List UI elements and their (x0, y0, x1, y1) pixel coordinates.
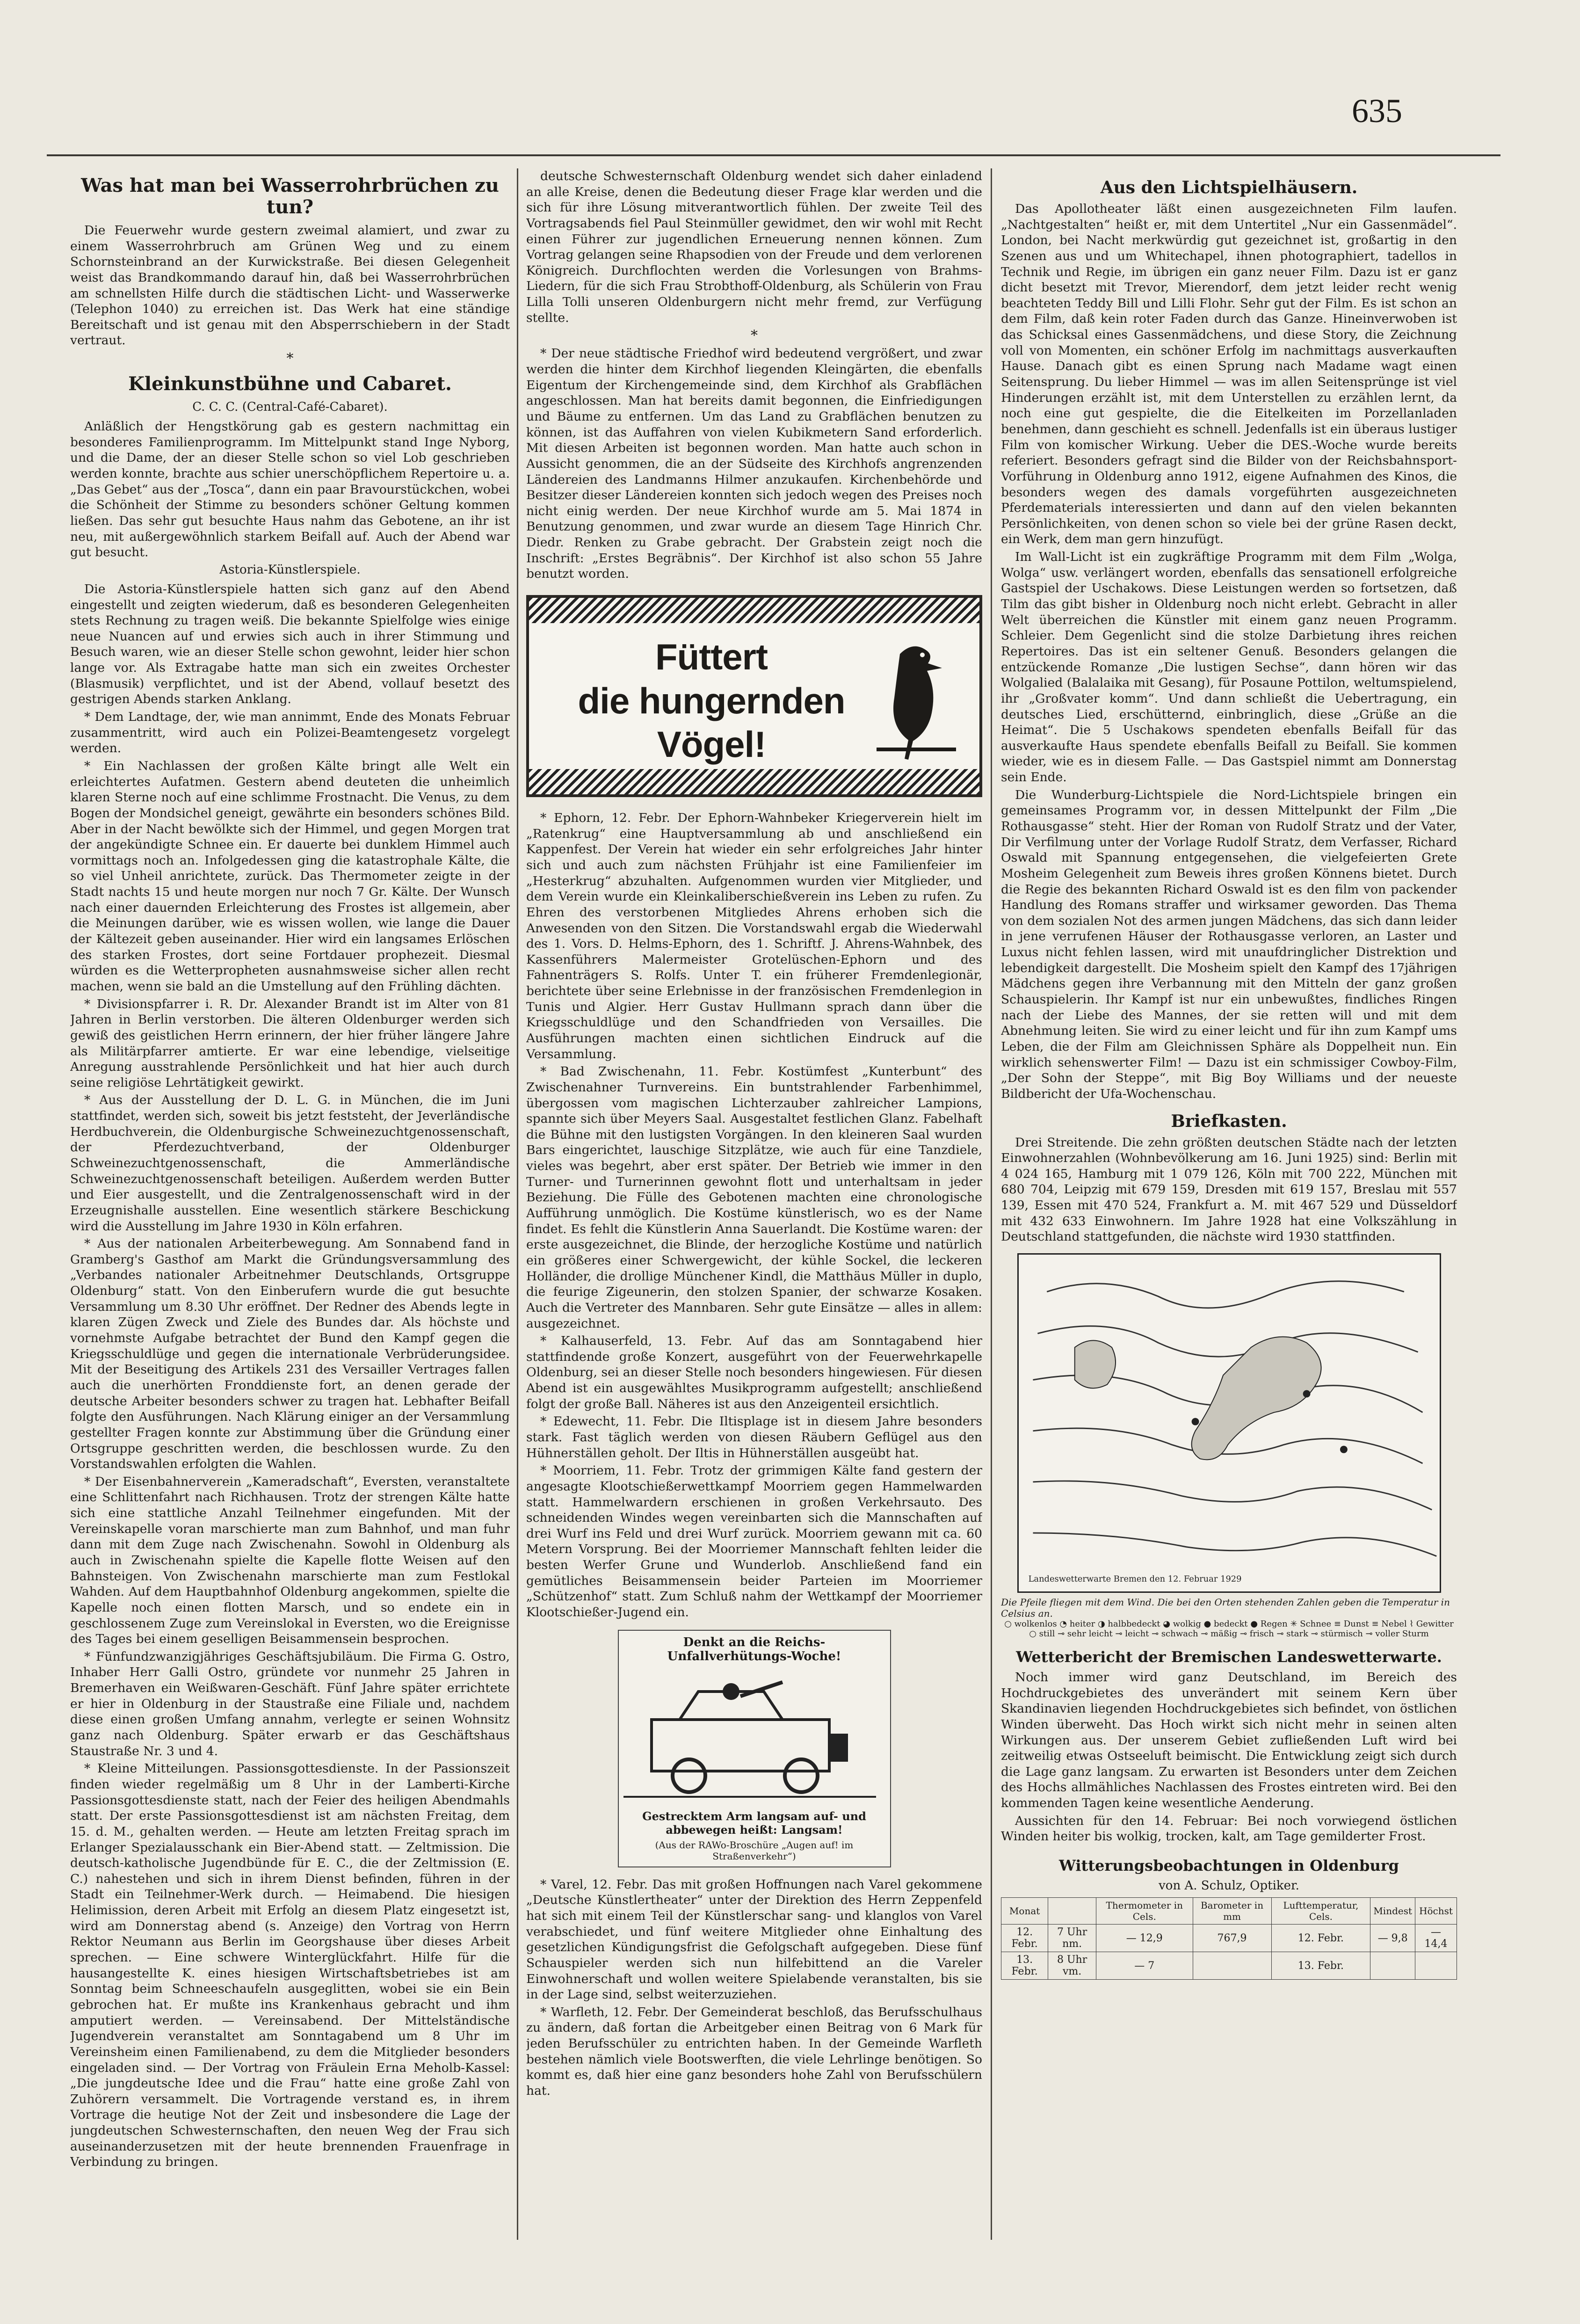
article-apollo: Das Apollotheater läßt einen ausgezeichneten Film laufen. „Nachtgestalten“ heißt er, mit dem Untertitel „Nur ein Gassenmädel“. London, bei Nacht merkwürdig gut gezeichnet ist, großartig in den Szenen aus und um Whitechapel, ihnen photographiert, tadellos in Technik und Regie, im übrigen ein ganz neuer Film. Dazu ist er ganz dicht besetzt mit Trevor, Mierendorf, dem jetzt leider recht wenig beachteten Teddy Bill und Lilli Flohr. Sehr gut der Film. Es ist schon an dem Film, daß kein roter Faden durch das Ganze. Hineinverwoben ist das Schicksal eines Gassenmädchens, und diese Story, die Zeichnung voll von Momenten, ein schöner Erfolg im nachmittags ausverkauften Hause. Danach gibt es einen Sprung nach Madame wagt einen Seitensprung. Du lieber Himmel — was im allen Seitensprünge ist viel Hinderungen erzählt ist, mit dem Unterstellen zu erzählen lernt, da noch eine gut gespielte, die die Eitelkeiten im Porzellanladen benehmen, dann geschieht es schnell. Jedenfalls ist ein überaus lustiger Film von komischer Wirkung. Ueber die DES.-Woche wurde bereits referiert. Besonders gefragt sind die Bilder von der Reichsbahnsport-Vorführung in Oldenburg anno 1912, eigene Aufnahmen des Kinos, die besonders wegen des damals vorgeführten ausgezeichneten Pferdematerials interessierten und dann auf den vielen bekannten Persönlichkeiten, von denen schon so viele bei der grüne Rasen deckt, ein Werk, dem man gern hinzufügt. (1001, 202, 1457, 547)
heading-wetterbericht: Wetterbericht der Bremischen Landeswetterwarte. (1016, 1648, 1442, 1666)
weather-map-drawing (1019, 1255, 1437, 1589)
table-cell (1415, 1952, 1457, 1980)
ad-stripe-top (529, 598, 979, 623)
table-cell: 12. Febr. (1271, 1925, 1370, 1952)
article-ephorn: * Ephorn, 12. Febr. Der Ephorn-Wahnbeker Kriegerverein hielt im „Ratenkrug“ eine Hauptversammlung ab und anschließend ein Kappenfest. Der Verein hat wieder ein sehr erfolgreiches Jahr hinter sich und auch zum nächsten Frühjahr ist eine Familienfeier im „Hesterkrug“ abzuhalten. Aufgenommen wurden vier Mitglieder, und dem Verein wurde ein Kleinkaliberschießverein ins Leben zu rufen. Zu Ehren des verstorbenen Mitgliedes Ahrens erhoben sich die Anwesenden von den Sitzen. Die Vorstandswahl ergab die Wiederwahl des 1. Vors. D. Helms-Ephorn, des 1. Schriftf. J. Ahrens-Wahnbek, des Kassenführers Malermeister Grotelüschen-Ephorn und des Fahnenträgers S. Rolfs. Unter T. ein früherer Fremdenlegionär, berichtete über seine Erlebnisse in der französischen Fremdenlegion in Tunis und Algier. Herr Gustav Hullmann sprach dann über die Kriegsschuldlüge und den Schandfrieden von Versailles. Die Ausführungen machten einen sichtlichen Eindruck auf die Versammlung. (526, 811, 982, 1061)
article-landtag: * Dem Landtage, der, wie man annimmt, Ende des Monats Februar zusammentritt, wird auch ein Polizei-Beamtengesetz vorgelegt werden. (70, 710, 510, 756)
table-cell: 12. Febr. (1001, 1925, 1048, 1952)
article-wall-licht: Im Wall-Licht ist ein zugkräftige Programm mit dem Film „Wolga, Wolga“ usw. verlängert worden, ebenfalls das sensationell erfolgreiche Gastspiel der Uschakows. Diese Leistungen werden so fortsetzen, daß Tilm das gibt bisher in Oldenburg noch nicht erlebt. Gebracht in aller Welt überreichen die Künstler mit einem ganz neuen Programm. Schleier. Dem Gegenlicht sind die stolze Darbietung ihres reichen Repertoires. Das ist ein seltener Genuß. Besonders gelangen die entzückende Romanze „Die lustigen Sechse“, dann hören wir das Wolgalied (Balalaika mit Gesang), für Posaune Pottilon, weltumspielend, ihr „Großvater komm“. Und dann schließt die Uebertragung, ein deutsches Lied, erschütternd, einbringlich, diese „Grüße an die Heimat“. Die 5 Uschakows spendeten ebenfalls Beifall für das ausverkaufte Haus spendete ebenfalls Beifall zu Beifall. Sie kommen wieder, wie es in diesem Falle. — Das Gastspiel nimmt am Donnerstag sein Ende. (1001, 550, 1457, 785)
article-friedhof: * Der neue städtische Friedhof wird bedeutend vergrößert, und zwar werden die hinter dem Kirchhof liegenden Kleingärten, die ebenfalls Eigentum der Kirchengemeinde sind, dem Kirchhof als Grabflächen angeschlossen. Man hat bereits damit begonnen, die Einfriedigungen und Bäume zu entfernen. Um das Land zu Grabflächen benutzen zu können, ist das Auffahren von vielen Kubikmetern Sand erforderlich. Mit diesen Arbeiten ist begonnen worden. Man hatte auch schon in Aussicht genommen, die an der Südseite des Kirchhofs angrenzenden Ländereien des Landmanns Hilmer anzukaufen. Kirchenbehörde und Besitzer dieser Ländereien konnten sich jedoch wegen des Preises noch nicht einig werden. Der neue Kirchhof wurde am 5. Mai 1874 in Benutzung genommen, und zwar wurde an diesem Tage Hinrich Chr. Diedr. Renken zu Grabe gebracht. Der Grabstein zeigt noch die Inschrift: „Erstes Begräbnis“. Der Kirchhof ist also schon 55 Jahre benutzt worden. (526, 346, 982, 581)
article-jubilaeum: * Fünfundzwanzigjähriges Geschäftsjubiläum. Die Firma G. Ostro, Inhaber Herr Galli Ostro, gründete vor nunmehr 25 Jahren in Bremerhaven ein Weißwaren-Geschäft. Fünf Jahre später errichtete er hier in Oldenburg in der Staustraße eine Filiale und, nachdem diese einen großen Umfang annahm, verlegte er seinen Wohnsitz ganz nach Oldenburg. Später erwarb er das Geschäftshaus Staustraße Nr. 3 und 4. (70, 1649, 510, 1758)
witterung-subtitle: von A. Schulz, Optiker. (1159, 1879, 1299, 1893)
column-left (70, 168, 510, 2240)
article-ccc: Anläßlich der Hengstkörung gab es gestern nachmittag ein besonderes Familienprogramm. Im Mittelpunkt stand Inge Nyborg, und die Dame, der an dieser Stelle schon so viel Lob geschrieben werden konnte, brachte aus schier unerschöpflichem Repertoire u. a. „Das Gebet“ aus der „Tosca“, dann ein paar Bravourstückchen, wobei die Schönheit der Stimme zu besonders schöner Geltung kommen ließen. Das sehr gut besuchte Haus nahm das Gebotene, an ihr ist neu, mit außergewöhnlich starkem Beifall auf. Auch der Abend war gut besucht. (70, 419, 510, 560)
heading-wasserrohr: Was hat man bei Wasserrohrbrüchen zu tun? (81, 174, 499, 218)
column-rule-2 (991, 168, 992, 2240)
ad-slogan (548, 635, 875, 767)
page-number: 635 (1352, 92, 1402, 130)
article-divisionspfarrer: * Divisionspfarrer i. R. Dr. Alexander Brandt ist im Alter von 81 Jahren in Berlin verstorben. Die älteren Oldenburger werden sich gewiß des geistlichen Herrn erinnern, der hier früher längere Jahre als Militärpfarrer amtierte. Er war eine lebendige, vielseitige Anregung ausstrahlende Persönlichkeit und hat hier auch durch seine religiöse Lehrtätigkeit gewirkt. (70, 996, 510, 1090)
top-rule (47, 154, 1500, 156)
table-cell: — 12,9 (1096, 1925, 1193, 1952)
column-middle (526, 168, 982, 2240)
article-aussichten: Aussichten für den 14. Februar: Bei noch vorwiegend östlichen Winden heiter bis wolkig, trocken, kalt, am Tage gemilderter Frost. (1001, 1813, 1457, 1844)
table-cell: 13. Febr. (1271, 1952, 1370, 1980)
weather-map (1017, 1253, 1441, 1593)
heading-kleinkunst: Kleinkunstbühne und Cabaret. (128, 373, 452, 395)
article-schwesternschaft: deutsche Schwesternschaft Oldenburg wendet sich daher einladend an alle Kreise, denen die Bedeutung dieser Frage klar werden und die sich für ihre Lösung mitverantwortlich fühlen. Der zweite Teil des Vortragsabends fiel Paul Steinmüller gewidmet, den wir wohl mit Recht einen Führer zur jugendlichen Erneuerung nennen können. Zum Vortrag gelangen seine Rhapsodien von der Freude und dem verlorenen Königreich. Durchflochten werden die Vorlesungen von Brahms-Liedern, für die sich Frau Strobthoff-Oldenburg, als Schülerin von Frau Lilla Tolli unseren Oldenburgern nicht mehr fremd, zur Verfügung stellte. (526, 169, 982, 325)
table-row (1001, 1925, 1457, 1952)
article-edewecht: * Edewecht, 11. Febr. Die Iltisplage ist in diesem Jahre besonders stark. Fast täglich werden von diesen Räubern Geflügel aus den Hühnerställen geholt. Der Iltis in Hühnerställen ausgeübt hat. (526, 1414, 982, 1460)
safety-week-ad (618, 1630, 891, 1867)
article-kalhauserfeld: * Kalhauserfeld, 13. Febr. Auf das am Sonntagabend hier stattfindende große Konzert, ausgeführt von der Feuerwehrkapelle Oldenburg, sei an dieser Stelle noch besonders hingewiesen. Für diesen Abend ist ein ausgewähltes Musikprogramm aufgestellt; anschließend folgt der große Ball. Näheres ist aus den Anzeigenteil ersichtlich. (526, 1334, 982, 1411)
heading-witterung: Witterungsbeobachtungen in Oldenburg (1058, 1857, 1399, 1875)
table-cell: — 7 (1096, 1952, 1193, 1980)
table-header: Thermometer in Cels. (1096, 1898, 1193, 1925)
table-cell (1193, 1952, 1271, 1980)
column-rule-1 (517, 168, 518, 2240)
article-warfleth: * Warfleth, 12. Febr. Der Gemeinderat beschloß, das Berufsschulhaus zu ändern, daß fortan die Arbeitgeber einen Beitrag von 6 Mark für jeden Berufsschüler zu entrichten haben. In der Gemeinde Warfleth bestehen nämlich viele Bootswerften, die viele Lehrlinge benötigen. So kommt es, daß hier eine ganz besonders hohe Zahl von Berufsschülern hat. (526, 2004, 982, 2099)
article-zwischenahn: * Bad Zwischenahn, 11. Febr. Kostümfest „Kunterbunt“ des Zwischenahner Turnvereins. Ein buntstrahlender Farbenhimmel, übergossen vom magischen Lichterzauber zahlreicher Lampions, spannte sich über Meyers Saal. Ausgestaltet festlichen Glanz. Fabelhaft die Bühne mit den lustigsten Vorgängen. In den kleineren Saal wurden Bars eingerichtet, lauschige Sitzplätze, wie auch für eine Tanzdiele, vieles was begehrt, aber erst später. Der Betrieb wie immer in den Turner- und Turnerinnen gewohnt flott und unterhaltsam in jeder Beziehung. Die Fülle des Gebotenen machten eine chronologische Aufführung unmöglich. Die Kostüme künstlerisch, wo es der Name findet. Es fehlt die Künstlerin Anna Sauerlandt. Die Kostüme waren: der erste ausgezeichnet, die Blinde, der herzogliche Kostüme und natürlich ein größeres einer Schwergewicht, der kühle Sockel, die leckeren Holländer, die drollige Münchener Kindl, die Matthäus Müller in duplo, die feurige Zigeunerin, den stolzen Spanier, der schwarze Kosaken. Auch die Vertreter des Mannbaren. Sehr gute Einsätze — alles in allem: ausgezeichnet. (526, 1064, 982, 1331)
article-wunderburg: Die Wunderburg-Lichtspiele die Nord-Lichtspiele bringen ein gemeinsames Programm vor, in dessen Mittelpunkt der Film „Die Rothausgasse“ steht. Hier der Roman von Rudolf Stratz und der Vater, Dir Verfilmung unter der Vorlage Rudolf Stratz, dem Verfasser, Richard Oswald mit Spannung entgegensehen, die vielgefeierten Grete Mosheim Gelegenheit zum Beweis ihres großen Könnens bietet. Durch die Regie des bekannten Richard Oswald ist es den film von packender Handlung des Romans straffer und wirksamer geworden. Das Thema von dem sozialen Not des armen jungen Mädchens, das sich dann leider in jene verrufenen Häuser der Rothausgasse verloren, an Laster und Luxus nicht fehlen lassen, wird mit unaufdringlicher Distrektion und lebendigkeit dargestellt. Die Mosheim spielt den Kampf des 17jährigen Mädchens gegen ihre Verbannung mit den Mitteln der ganz großen Schauspielerin. Ihr Kampf ist nur ein unbewußtes, findliches Ringen nach der Liebe des Mannes, der sie retten will und mit dem Abnehmung leiten. Sie wird zu einer leicht und für ihn zum Kampf ums Leben, die der Film am Gleichnissen Sphäre als Doppelheit nun. Ein wirklich sehenswerter Film! — Dazu ist ein schmissiger Cowboy-Film, „Der Sohn der Steppe“, mit Big Boy Williams und der neueste Bildbericht der Ufa-Wochenschau. (1001, 787, 1457, 1101)
car-illustration-icon (623, 1663, 876, 1804)
column-right (1001, 168, 1457, 2240)
table-row (1001, 1952, 1457, 1980)
separator-star: * (751, 327, 758, 344)
table-cell: 8 Uhr vm. (1048, 1952, 1096, 1980)
article-arbeiterbewegung: * Aus der nationalen Arbeiterbewegung. Am Sonnabend fand in Gramberg's Gasthof am Markt die Gründungsversammlung des „Verbandes nationaler Arbeitnehmer Deutschlands, Ortsgruppe Oldenburg“ statt. Von den Einberufern wurde die gut besuchte Versammlung um 8.30 Uhr eröffnet. Der Redner des Abends legte in klaren Zügen Zweck und Ziele des Bundes dar. Als höchste und vornehmste Aufgabe betrachtet der Bund den Kampf gegen die Kriegsschuldlüge und gegen die internationale Verbrüderungsidee. Mit der Beseitigung des Artikels 231 des Versailler Vertrages fallen auch die unerhörten Fronddienste fort, an denen gerade der deutsche Arbeiter besonders schwer zu tragen hat. Lebhafter Beifall folgte den Ausführungen. Nach Klärung einiger an der Versammlung gestellter Fragen konnte zur Abstimmung über die Gründung einer Ortsgruppe geschritten werden, die beschlossen wurde. Zu den Vorstandswahlen erfolgten die Wahlen. (70, 1236, 510, 1472)
weather-map-caption: Landeswetterwarte Bremen den 12. Februar 1929 (1028, 1574, 1242, 1584)
bird-feeding-ad (526, 595, 982, 797)
safety-ad-caption: Gestrecktem Arm langsam auf- und abbewegen heißt: Langsam! (642, 1809, 866, 1837)
heading-lichtspiel: Aus den Lichtspielhäusern. (1100, 178, 1358, 197)
article-wetterbericht: Noch immer wird ganz Deutschland, im Bereich des Hochdruckgebietes des unverändert mit seinem Kern über Skandinavien liegenden Hochdruckgebietes sich befindet, von östlichen Winden überweht. Das Hoch wirkt sich nicht mehr in seinen alten Wirkungen aus. Der unserem Gebiet zufließenden Luft wird bei zeitweilig etwas Ostseeluft beimischt. Die Entwicklung zeigt sich durch die Lage ganz langsam. Zu erwarten ist Besonders unter dem Zeichen des Hochs allmähliches Nachlassen des Frostes eintreten wird. Bei den kommenden Tagen keine wesentliche Aenderung. (1001, 1670, 1457, 1811)
article-varel: * Varel, 12. Febr. Das mit großen Hoffnungen nach Varel gekommene „Deutsche Künstlertheater“ unter der Direktion des Herrn Zeppenfeld hat sich mit einem Teil der Künstlerschar sang- und klanglos von Varel verabschiedet, und fünf weitere Mitglieder ohne Einhaltung des gesetzlichen Kündigungsfrist die Gefolgschaft aufgegeben. Diese fünf Schauspieler werden sich nun hilfebittend an die Vareler Einwohnerschaft und wollen weitere Spielabende veranstalten, bis sie in der Lage sind, selbst weiterzuziehen. (526, 1877, 982, 2002)
table-header: Höchst (1415, 1898, 1457, 1925)
table-cell: 767,9 (1193, 1925, 1271, 1952)
article-kaelte: * Ein Nachlassen der großen Kälte bringt alle Welt ein erleichtertes Aufatmen. Gestern abend deuteten die unheimlich klaren Sterne noch auf eine schlimme Frostnacht. Die Venus, zu dem Bogen der Mondsichel geneigt, gewährte ein besonders schönes Bild. Aber in der Nacht bewölkte sich der Himmel, und gegen Morgen trat der angekündigte Schnee ein. Er dauerte bei dunklem Himmel auch vormittags noch an. Infolgedessen ging die katastrophale Kälte, die so viel Unheil anrichtete, zurück. Das Thermometer zeigte in der Stadt nachts 15 und heute morgen nur noch 7 Gr. Kälte. Der Wunsch nach einer dauernden Erleichterung des Frostes ist allgemein, aber die Meinungen darüber, wie es wissen wollen, wie lange die Dauer der Kältezeit geben auseinander. Hier wird ein langsames Erlöschen des starken Frostes, dort seine Fortdauer prophezeit. Diesmal würden es die Wetterpropheten ausnahmsweise sicher allen recht machen, wenn sie bald an die Umstellung auf den Frühling dächten. (70, 758, 510, 994)
table-header-row (1001, 1898, 1457, 1925)
subheading-ccc: C. C. C. (Central-Café-Cabaret). (192, 400, 388, 414)
article-briefkasten: Drei Streitende. Die zehn größten deutschen Städte nach der letzten Einwohnerzahlen (Wohnbevölkerung am 16. Juni 1925) sind: Berlin mit 4 024 165, Hamburg mit 1 079 126, Köln mit 700 222, München mit 680 704, Leipzig mit 679 159, Dresden mit 619 157, Breslau mit 557 139, Essen mit 470 524, Frankfurt a. M. mit 467 529 und Düsseldorf mit 432 633 Einwohnern. Im Jahre 1928 hat eine Volkszählung in Deutschland stattgefunden, die nächste wird 1930 stattfinden. (1001, 1135, 1457, 1244)
ad-line-2: die hungernden Vögel! (578, 680, 845, 765)
safety-ad-header: Denkt an die Reichs-Unfallverhütungs-Woche! (667, 1635, 841, 1663)
ad-stripe-bottom (529, 769, 979, 794)
bird-icon (867, 635, 961, 762)
table-header (1048, 1898, 1096, 1925)
separator-star: * (286, 350, 294, 367)
subheading-astoria: Astoria-Künstlerspiele. (219, 562, 361, 577)
table-header: Lufttemperatur, Cels. (1271, 1898, 1370, 1925)
weather-legend (1001, 1597, 1457, 1639)
article-ausstellung: * Aus der Ausstellung der D. L. G. in München, die im Juni stattfindet, werden sich, soweit bis jetzt feststeht, der Jeverländische Herdbuchverein, die Oldenburgische Schweinezuchtgenossenschaft, der Pferdezuchtverband, der Oldenburger Schweinezuchtgenossenschaft, die Ammerländische Schweinezuchtgenossenschaft beteiligen. Außerdem werden Butter und Eier ausgestellt, und die Zentralgenossenschaft wird in der Erzeugnishalle ausstellen. Eine wesentlich stärkere Beschickung wird die Ausstellung im Jahre 1930 in Köln erfahren. (70, 1093, 510, 1234)
table-header: Barometer in mm (1193, 1898, 1271, 1925)
safety-ad-footer: (Aus der RAWo-Broschüre „Augen auf! im Straßenverkehr“) (655, 1839, 854, 1862)
article-wasserrohr: Die Feuerwehr wurde gestern zweimal alamiert, und zwar zu einem Wasserrohrbruch am Grünen Weg und zu einem Schornsteinbrand an der Kurwickstraße. Bei diesen Gelegenheit weist das Brandkommando darauf hin, daß bei Wasserrohrbrüchen am schnellsten Hilfe durch die städtischen Licht- und Wasserwerke (Telephon 1040) zu erreichen ist. Das Werk hat eine ständige Bereitschaft und ist genau mit den Absperrschiebern in der Stadt vertraut. (70, 223, 510, 348)
table-cell (1370, 1952, 1415, 1980)
table-cell: 7 Uhr nm. (1048, 1925, 1096, 1952)
table-cell: 13. Febr. (1001, 1952, 1048, 1980)
table-header: Monat (1001, 1898, 1048, 1925)
heading-briefkasten: Briefkasten. (1171, 1111, 1287, 1131)
weather-observation-table (1001, 1897, 1457, 1980)
article-kleine-mitteilungen: * Kleine Mitteilungen. Passionsgottesdienste. In der Passionszeit finden wieder regelmäßig um 8 Uhr in der Lamberti-Kirche Passionsgottesdienste statt, nach der Feier des heiligen Abendmahls statt. Der erste Passionsgottesdienst ist am nächsten Freitag, dem 15. d. M., gehalten werden. — Heute am letzten Freitag sprach im Erlanger Spezialausschank ein Bier-Abend statt. — Zeltmission. Die deutsch-katholische Jugendbünde für E. C., die der Zeltmission (E. C.) nahestehen und sich in ihrem Dienst befinden, führen in der Stadt ein Teilnehmer-Werk durch. — Heimabend. Die hiesigen Helimission, deren Arbeit mit Erfolg an diesem Platz eingesetzt ist, wird am Donnerstag abend (s. Anzeige) den Vortrag von Herrn Rektor Neumann aus Berlin im Georgshause über dieses Arbeit sprechen. — Eine schwere Winterglückfahrt. Hilfe für die hausangestellte K. eines hiesigen Wirtschaftsbetriebes ist am Sonntag beim Schneeschaufeln ausgeglitten, wobei sie ein Bein gebrochen hat. Er mußte ins Krankenhaus gebracht und ihm amputiert werden. — Vereinsabend. Der Mittelständische Jugendverein veranstaltet am Sonntagabend um 8 Uhr im Vereinsheim einen Familienabend, zu dem die Mitglieder besonders eingeladen sind. — Der Vortrag von Fräulein Erna Meholb-Kassel: „Die jungdeutsche Idee und die Frau“ hatte eine große Zahl von Zuhörern versammelt. Die Vortragende verstand es, in ihrem Vortrage die heutige Not der Zeit und insbesondere die Lage der jungdeutschen Schwesternschaften, den neuen Weg der Frau sich auseinanderzusetzen mit der heute brennenden Frauenfrage in Verbindung zu bringen. (70, 1761, 510, 2170)
weather-legend-symbols: ○ wolkenlos ◔ heiter ◑ halbbedeckt ◕ wolkig ● bedeckt ● Regen ✳ Schnee ≡ Dunst ≡ Nebel ⌇ Gewitter ○ still ⊸ sehr leicht ⊸ leicht ⊸ schwach ⊸ mäßig ⊸ frisch ⊸ stark ⊸ stürmisch ⊸ voller Sturm (1004, 1619, 1454, 1639)
article-moorriem: * Moorriem, 11. Febr. Trotz der grimmigen Kälte fand gestern der angesagte Klootschießerwettkampf Moorriem gegen Hammelwarden statt. Hammelwardern erschienen in großen Verkehrsauto. Des schneidenden Windes wegen vereinbarten sich die Mannschaften auf drei Wurf ins Feld und drei Wurf zurück. Moorriem gewann mit ca. 60 Metern Vorsprung. Bei der Moorriemer Mannschaft fehlten leider die besten Werfer Grune und Wunderlob. Anschließend fand ein gemütliches Beisammensein beider Parteien im Moorriemer „Schützenhof“ statt. Zum Schluß nahm der Wettkampf der Moorriemer Klootschießer-Jugend ein. (526, 1463, 982, 1620)
table-header: Mindest (1370, 1898, 1415, 1925)
article-astoria: Die Astoria-Künstlerspiele hatten sich ganz auf den Abend eingestellt und zeigten wiederum, daß es besonderen Gelegenheiten stets Rechnung zu tragen weiß. Die bekannte Spielfolge wies einige neue Nuancen auf und erwies sich auch in ihrer Stimmung und Besuch waren, wie an dieser Stelle schon gewohnt, leider hier schon lange vor. Als Extragabe hatte man sich ein zweites Orchester (Blasmusik) verpflichtet, und ist der Abend, vollauf besetzt des gestrigen Abends starken Anklang. (70, 581, 510, 707)
table-cell: — 9,8 (1370, 1925, 1415, 1952)
table-cell: — 14,4 (1415, 1925, 1457, 1952)
ad-line-1: Füttert (655, 636, 768, 678)
weather-legend-caption: Die Pfeile fliegen mit dem Wind. Die bei den Orten stehenden Zahlen geben die Temperatur in Celsius an. (1001, 1597, 1450, 1619)
article-eisenbahnerverein: * Der Eisenbahnerverein „Kameradschaft“, Eversten, veranstaltete eine Schlittenfahrt nach Richhausen. Trotz der strengen Kälte hatte sich eine stattliche Anzahl Teilnehmer eingefunden. Mit der Vereinskapelle voran marschierte man zum Bahnhof, und man fuhr dann mit dem Zuge nach Zwischenahn. Sowohl in Oldenburg als auch in Zwischenahn spielte die Kapelle flotte Weisen auf den Bahnsteigen. Von Zwischenahn marschierte man zum Festlokal Wahden. Auf dem Hauptbahnhof Oldenburg angekommen, spielte die Kapelle noch einen flotten Marsch, und so endete ein in geschlossenem Zuge zum Vereinslokal in Eversten, wo die Ereignisse des Tages bei einem geselligen Beisammensein besprochen. (70, 1474, 510, 1647)
